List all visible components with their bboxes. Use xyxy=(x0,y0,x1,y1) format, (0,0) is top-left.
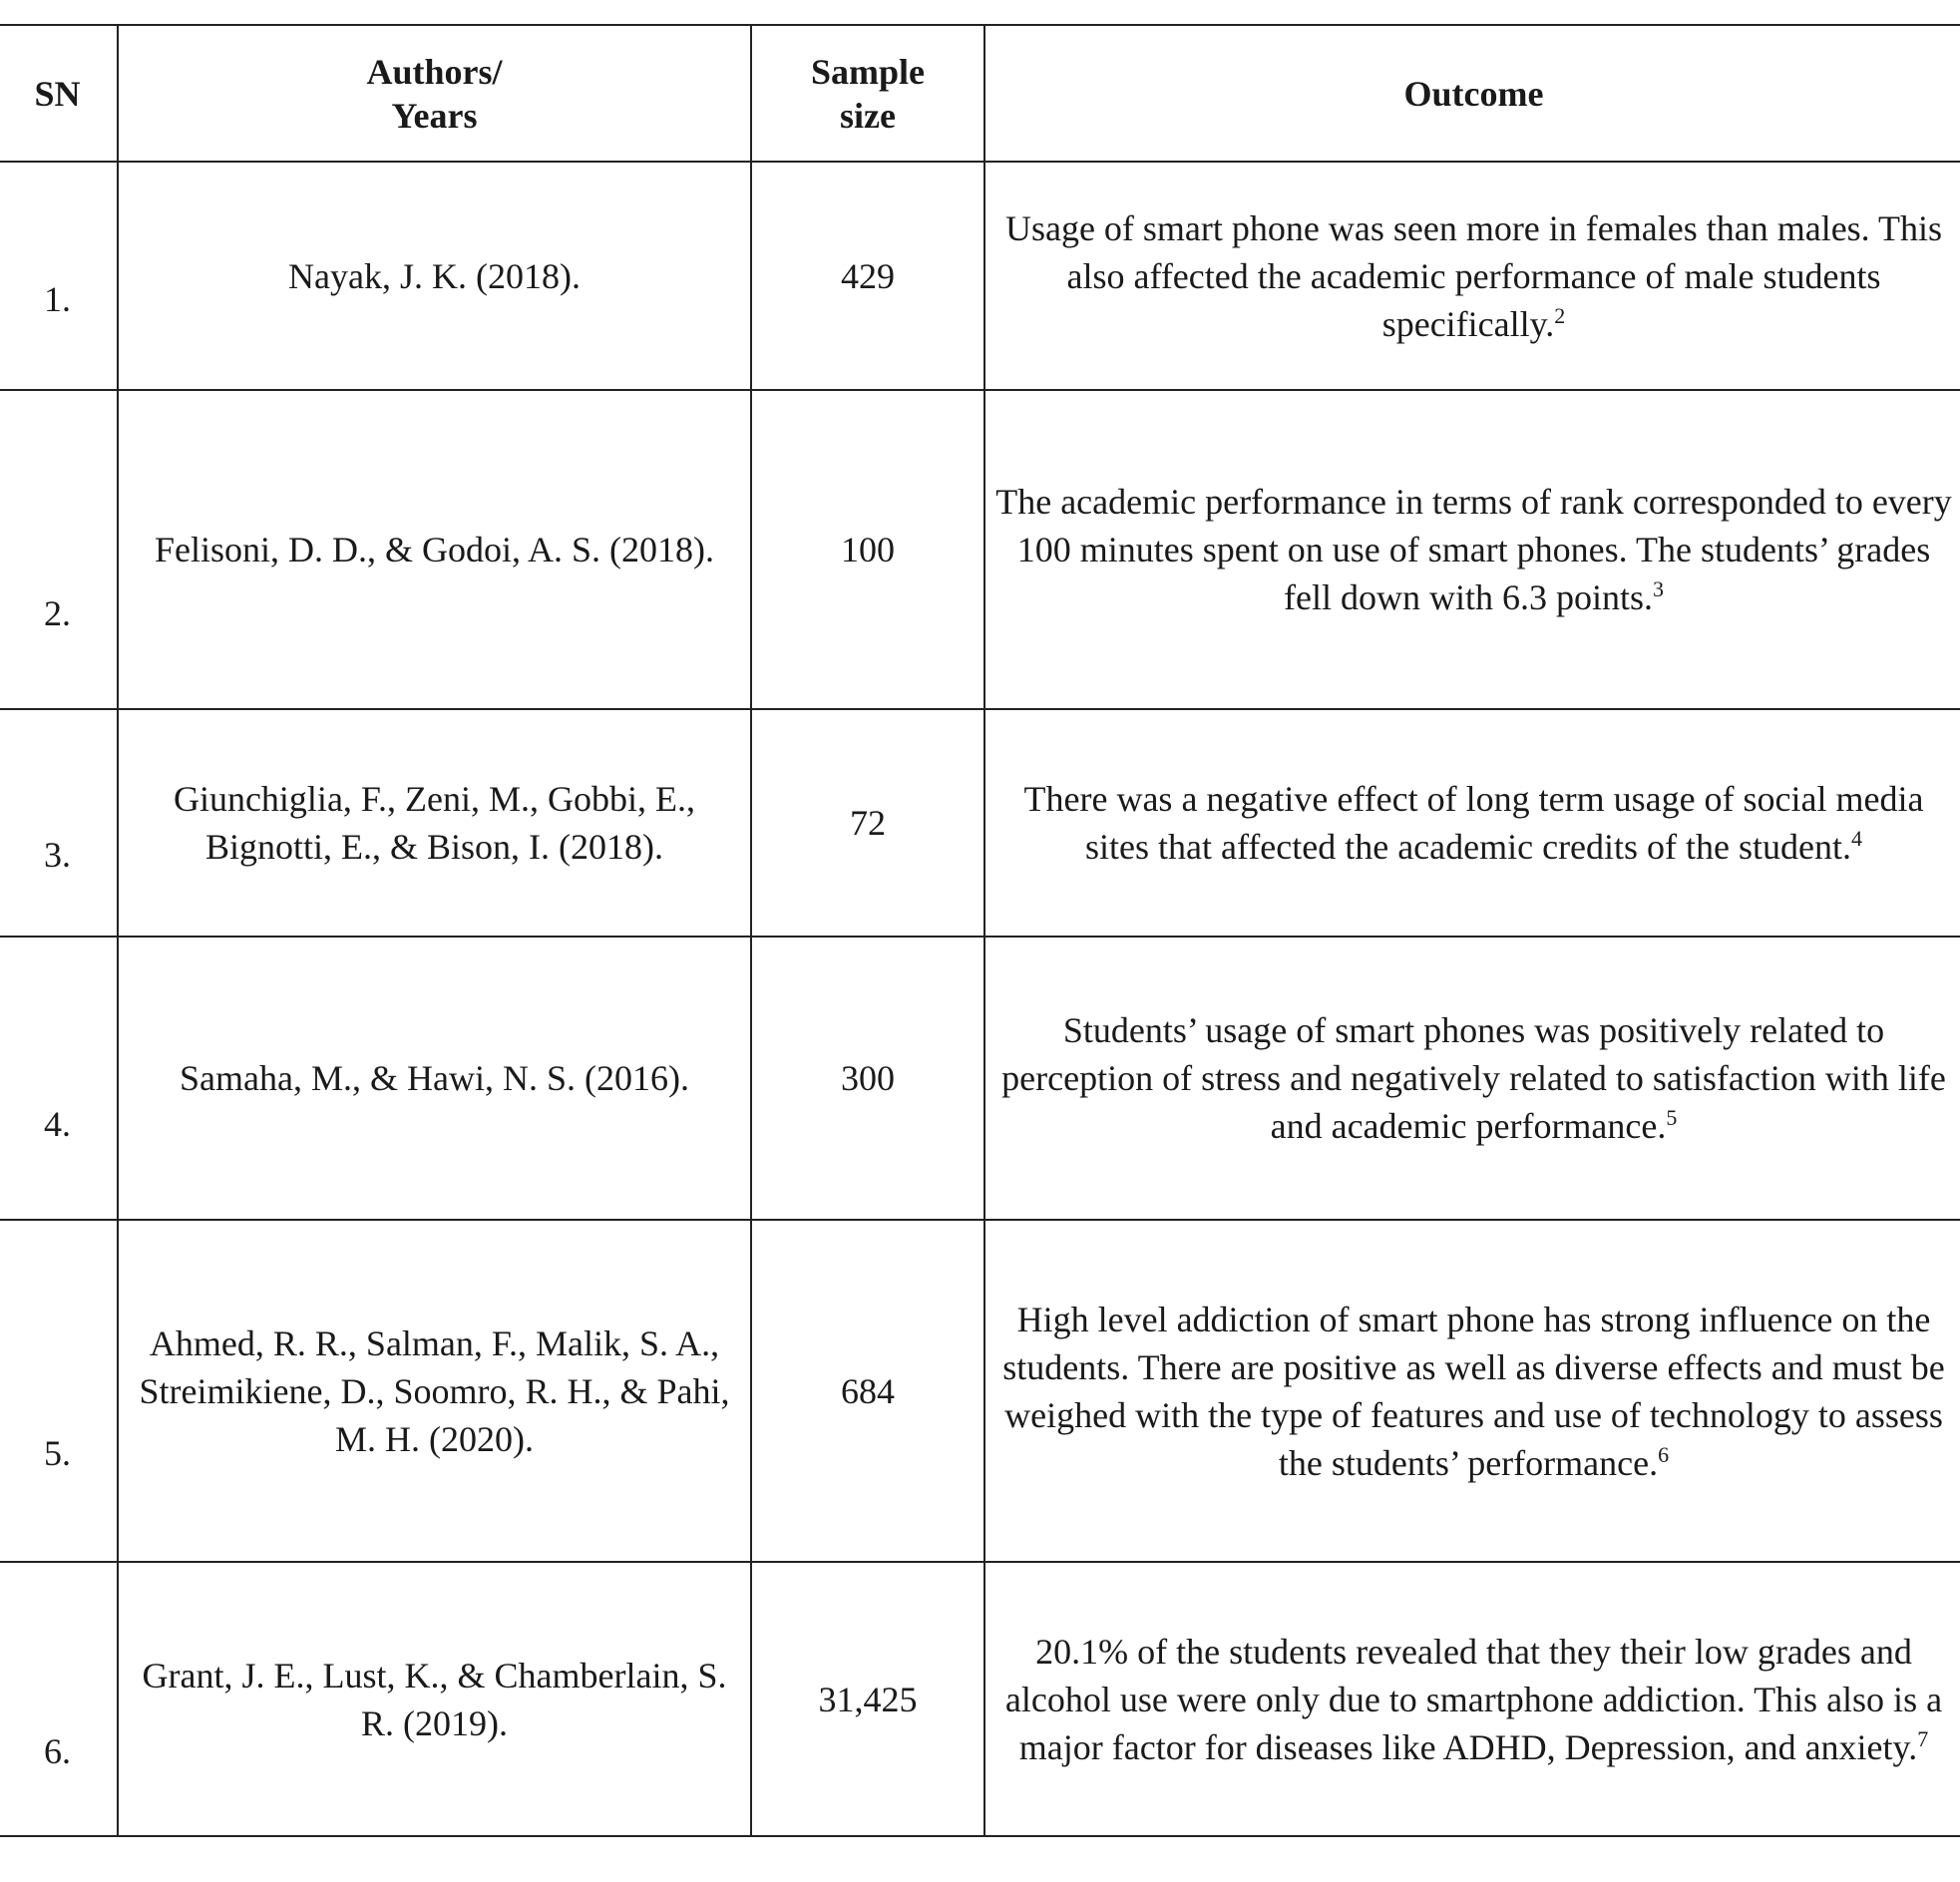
row-sample-size: 72 xyxy=(751,709,984,937)
row-outcome: Usage of smart phone was seen more in females than males. This also affected the academic performance of male students specifically.$^2$ xyxy=(984,162,1960,390)
header-authors-line2: Years xyxy=(391,95,478,136)
row-sn: 2. xyxy=(0,390,118,709)
row-authors: Grant, J. E., Lust, K., & Chamberlain, S. R. (2019). xyxy=(118,1562,751,1836)
table-row xyxy=(0,162,1960,390)
row-sample-size: 684 xyxy=(751,1220,984,1562)
table-row xyxy=(0,1562,1960,1836)
header-authors-line1: Authors/ xyxy=(366,51,503,92)
row-authors: Nayak, J. K. (2018). xyxy=(118,162,751,390)
header-authors-years xyxy=(118,25,751,162)
row-authors: Giunchiglia, F., Zeni, M., Gobbi, E., Bignotti, E., & Bison, I. (2018). xyxy=(118,709,751,937)
row-sn: 4. xyxy=(0,937,118,1220)
row-sn: 3. xyxy=(0,709,118,937)
row-sn: 5. xyxy=(0,1220,118,1562)
reference-number: 3 xyxy=(1652,576,1664,601)
header-outcome: Outcome xyxy=(984,25,1960,162)
table-caption-fragment xyxy=(0,0,1960,2)
row-outcome: 20.1% of the students revealed that they their low grades and alcohol use were only due to smartphone addiction. This also is a major factor for diseases like ADHD, Depression, and anxiety.$^7$ xyxy=(984,1562,1960,1836)
literature-review-table xyxy=(0,24,1960,1837)
row-outcome: High level addiction of smart phone has strong influence on the students. There are positive as well as diverse effects and must be weighed with the type of features and use of technology to assess the students’ performance.$^6$ xyxy=(984,1220,1960,1562)
header-sn: SN xyxy=(0,25,118,162)
header-sample-line2: size xyxy=(840,95,896,136)
reference-number: 6 xyxy=(1658,1441,1670,1467)
table-row xyxy=(0,1220,1960,1562)
row-sn: 1. xyxy=(0,162,118,390)
row-authors: Felisoni, D. D., & Godoi, A. S. (2018). xyxy=(118,390,751,709)
reference-number: 2 xyxy=(1554,302,1566,328)
row-sample-size: 31,425 xyxy=(751,1562,984,1836)
row-outcome: The academic performance in terms of rank corresponded to every 100 minutes spent on use of smart phones. The students’ grades fell down with 6.3 points.$^3$ xyxy=(984,390,1960,709)
table-row xyxy=(0,709,1960,937)
row-outcome: Students’ usage of smart phones was positively related to perception of stress and negatively related to satisfaction with life and academic performance.$^5$ xyxy=(984,937,1960,1220)
row-authors: Ahmed, R. R., Salman, F., Malik, S. A., Streimikiene, D., Soomro, R. H., & Pahi, M. H. (2020). xyxy=(118,1220,751,1562)
row-authors: Samaha, M., & Hawi, N. S. (2016). xyxy=(118,937,751,1220)
reference-number: 4 xyxy=(1851,826,1863,851)
table-row xyxy=(0,937,1960,1220)
header-sample-line1: Sample xyxy=(810,51,925,92)
row-sample-size: 100 xyxy=(751,390,984,709)
row-sample-size: 429 xyxy=(751,162,984,390)
table-row xyxy=(0,390,1960,709)
row-sn: 6. xyxy=(0,1562,118,1836)
reference-number: 5 xyxy=(1666,1105,1678,1130)
row-outcome: There was a negative effect of long term usage of social media sites that affected the academic credits of the student.$^4$ xyxy=(984,709,1960,937)
reference-number: 7 xyxy=(1917,1725,1929,1751)
header-sample-size xyxy=(751,25,984,162)
table-header-row xyxy=(0,25,1960,162)
row-sample-size: 300 xyxy=(751,937,984,1220)
